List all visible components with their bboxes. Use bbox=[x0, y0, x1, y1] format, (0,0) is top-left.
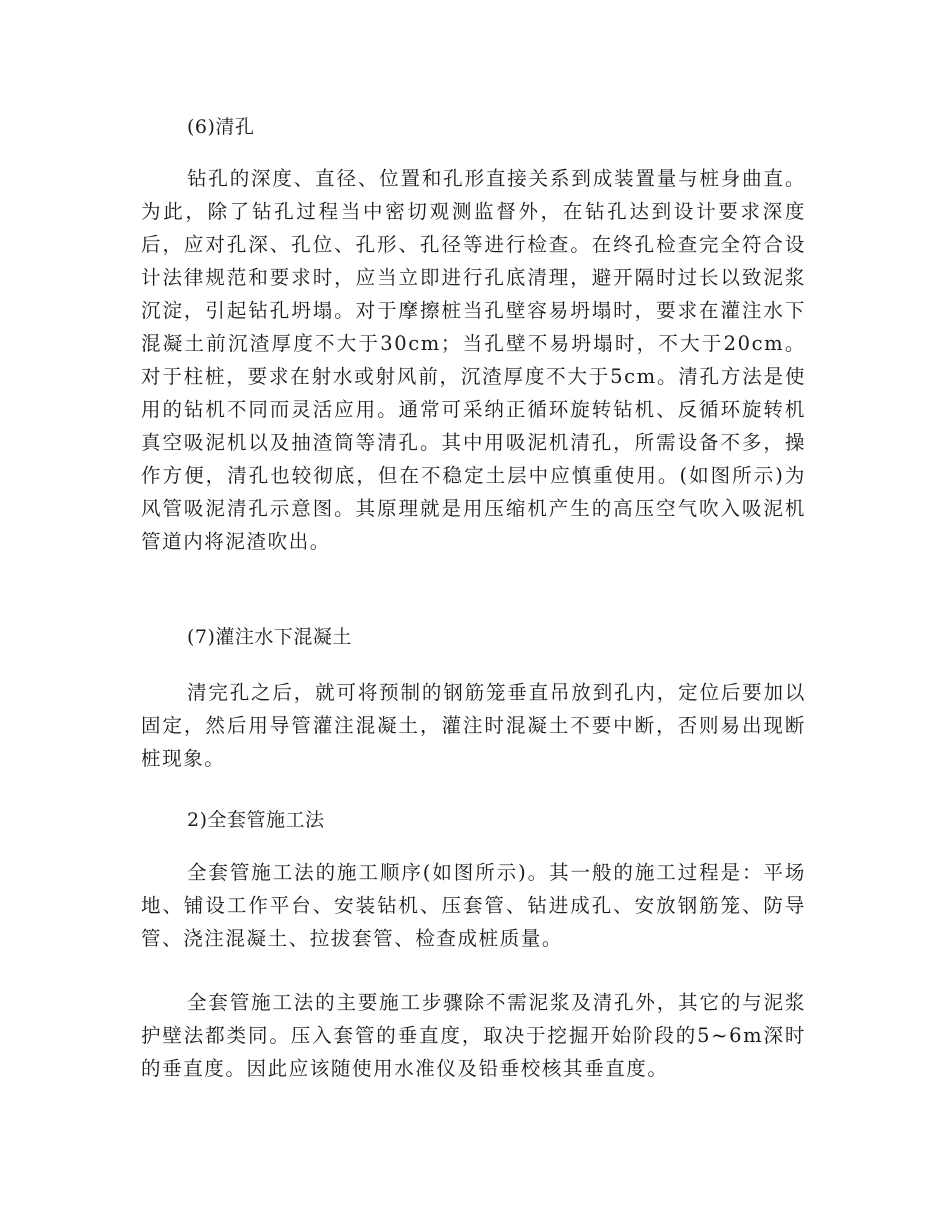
paragraph-full-casing-sequence: 全套管施工法的施工顺序(如图所示)。其一般的施工过程是：平场地、铺设工作平台、安装钻机、压套管、钻进成孔、安放钢筋笼、防导管、浇注混凝土、拉拔套管、检查成桩质量。 bbox=[141, 861, 806, 950]
paragraph-clear-hole: 钻孔的深度、直径、位置和孔形直接关系到成装置量与桩身曲直。为此，除了钻孔过程当中密切观测监督外，在钻孔达到设计要求深度后，应对孔深、孔位、孔形、孔径等进行检查。在终孔检查完全符合设计法律规范和要求时，应当立即进行孔底清理，避开隔时过长以致泥浆沉淀，引起钻孔坍塌。对于摩擦桩当孔壁容易坍塌时，要求在灌注水下混凝土前沉渣厚度不大于30cm；当孔壁不易坍塌时，不大于20cm。对于柱桩，要求在射水或射风前，沉渣厚度不大于5cm。清孔方法是使用的钻机不同而灵活应用。通常可采纳正循环旋转钻机、反循环旋转机真空吸泥机以及抽渣筒等清孔。其中用吸泥机清孔，所需设备不多，操作方便，清孔也较彻底，但在不稳定土层中应慎重使用。(如图所示)为风管吸泥清孔示意图。其原理就是用压缩机产生的高压空气吹入吸泥机管道内将泥渣吹出。 bbox=[141, 167, 806, 553]
paragraph-full-casing-steps: 全套管施工法的主要施工步骤除不需泥浆及清孔外，其它的与泥浆护壁法都类同。压入套管的垂直度，取决于挖掘开始阶段的5~6m深时的垂直度。因此应该随使用水准仪及铅垂校核其垂直度。 bbox=[141, 991, 806, 1080]
paragraph-underwater-concrete: 清完孔之后，就可将预制的钢筋笼垂直吊放到孔内，定位后要加以固定，然后用导管灌注混凝土，灌注时混凝土不要中断，否则易出现断桩现象。 bbox=[141, 681, 806, 770]
section-heading-clear-hole: (6)清孔 bbox=[187, 116, 255, 138]
section-heading-underwater-concrete: (7)灌注水下混凝土 bbox=[187, 626, 352, 648]
section-heading-full-casing-method: 2)全套管施工法 bbox=[187, 809, 325, 831]
